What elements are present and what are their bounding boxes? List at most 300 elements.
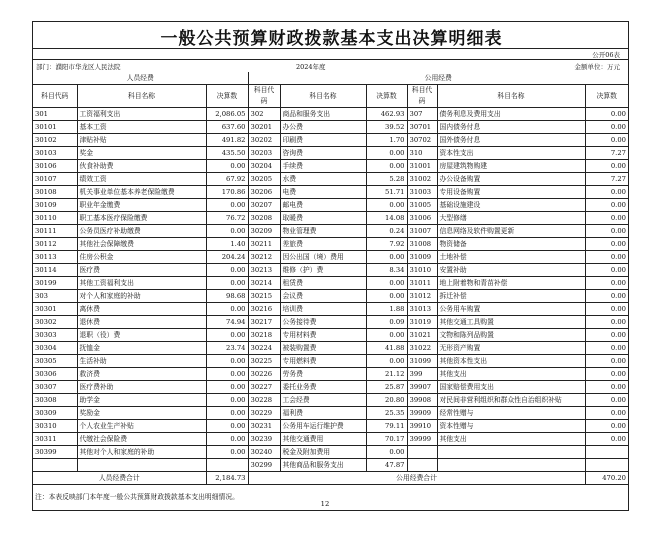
item-name: 其他支出 <box>437 433 585 446</box>
table-row <box>33 446 628 459</box>
item-name: 专用材料费 <box>280 329 366 342</box>
table-row <box>33 433 628 446</box>
item-name: 其他交通工具购置 <box>437 316 585 329</box>
item-name: 其他社会保障缴费 <box>77 238 206 251</box>
item-name: 无形资产购置 <box>437 342 585 355</box>
item-code: 31007 <box>407 225 437 238</box>
item-name: 公务员医疗补助缴费 <box>77 225 206 238</box>
item-code: 310 <box>407 147 437 160</box>
item-amount: 0.00 <box>366 147 407 160</box>
item-code: 399 <box>407 368 437 381</box>
item-name: 房屋建筑物购建 <box>437 160 585 173</box>
item-name: 抚恤金 <box>77 342 206 355</box>
item-amount: 0.00 <box>206 446 248 459</box>
item-name: 住房公积金 <box>77 251 206 264</box>
item-amount: 462.93 <box>366 108 407 121</box>
item-amount: 0.24 <box>366 225 407 238</box>
item-amount: 0.00 <box>206 368 248 381</box>
item-amount: 0.00 <box>585 238 628 251</box>
item-name: 手续费 <box>280 160 366 173</box>
item-name: 代缴社会保险费 <box>77 433 206 446</box>
item-code: 31021 <box>407 329 437 342</box>
item-name: 物资储备 <box>437 238 585 251</box>
meta-divider <box>33 59 628 60</box>
item-code: 31009 <box>407 251 437 264</box>
col-header-amount: 决算数 <box>585 85 628 108</box>
item-name: 专用设备购置 <box>437 186 585 199</box>
item-code: 30303 <box>33 329 77 342</box>
item-amount: 25.35 <box>366 407 407 420</box>
item-name: 培训费 <box>280 303 366 316</box>
item-code: 30204 <box>248 160 280 173</box>
item-code: 30107 <box>33 173 77 186</box>
item-amount: 0.00 <box>585 329 628 342</box>
item-amount: 0.00 <box>366 290 407 303</box>
item-amount: 0.00 <box>366 160 407 173</box>
item-code: 31022 <box>407 342 437 355</box>
item-code: 30307 <box>33 381 77 394</box>
item-code: 31019 <box>407 316 437 329</box>
item-code: 303 <box>33 290 77 303</box>
item-amount: 170.86 <box>206 186 248 199</box>
col-header-code: 科目代码 <box>407 85 437 108</box>
item-amount: 0.00 <box>585 355 628 368</box>
item-code: 30201 <box>248 121 280 134</box>
item-amount: 70.17 <box>366 433 407 446</box>
col-header-name: 科目名称 <box>437 85 585 108</box>
item-name: 工资福利支出 <box>77 108 206 121</box>
item-code: 30308 <box>33 394 77 407</box>
item-code: 30228 <box>248 394 280 407</box>
item-code: 30205 <box>248 173 280 186</box>
item-name: 资本性赠与 <box>437 420 585 433</box>
item-name: 商品和服务支出 <box>280 108 366 121</box>
item-amount: 0.00 <box>366 355 407 368</box>
item-name: 生活补助 <box>77 355 206 368</box>
table-row <box>33 290 628 303</box>
personnel-total-value: 2,184.73 <box>206 472 248 485</box>
item-code: 39908 <box>407 394 437 407</box>
item-name: 委托业务费 <box>280 381 366 394</box>
col-header-name: 科目名称 <box>280 85 366 108</box>
item-code: 30304 <box>33 342 77 355</box>
item-code: 30203 <box>248 147 280 160</box>
table-row <box>33 108 628 121</box>
item-amount: 20.80 <box>366 394 407 407</box>
item-name: 离休费 <box>77 303 206 316</box>
item-amount: 0.00 <box>585 160 628 173</box>
item-amount: 0.00 <box>585 264 628 277</box>
item-amount: 0.00 <box>206 394 248 407</box>
item-amount: 0.00 <box>585 186 628 199</box>
item-amount: 0.00 <box>585 251 628 264</box>
item-name: 其他资本性支出 <box>437 355 585 368</box>
item-name: 公务用车运行维护费 <box>280 420 366 433</box>
item-amount: 14.08 <box>366 212 407 225</box>
item-amount: 0.00 <box>585 342 628 355</box>
item-name: 债务利息及费用支出 <box>437 108 585 121</box>
table-row <box>33 277 628 290</box>
item-amount: 0.00 <box>585 199 628 212</box>
item-name: 被装购置费 <box>280 342 366 355</box>
item-code: 30224 <box>248 342 280 355</box>
item-amount: 5.28 <box>366 173 407 186</box>
item-code: 30211 <box>248 238 280 251</box>
item-code: 30305 <box>33 355 77 368</box>
item-code: 30310 <box>33 420 77 433</box>
item-name: 福利费 <box>280 407 366 420</box>
page-number: 12 <box>320 500 330 508</box>
item-code: 30208 <box>248 212 280 225</box>
item-name: 维修（护）费 <box>280 264 366 277</box>
public-section-header: 公用经费 <box>248 72 628 85</box>
table-row <box>33 329 628 342</box>
table-row <box>33 394 628 407</box>
personnel-total-label: 人员经费合计 <box>33 472 206 485</box>
item-amount: 7.92 <box>366 238 407 251</box>
table-row <box>33 238 628 251</box>
item-code: 39999 <box>407 433 437 446</box>
item-name: 水费 <box>280 173 366 186</box>
item-amount: 0.00 <box>206 407 248 420</box>
item-code: 31001 <box>407 160 437 173</box>
table-row <box>33 160 628 173</box>
table-row <box>33 368 628 381</box>
item-code: 30106 <box>33 160 77 173</box>
item-name: 对民间非营利组织和群众性自治组织补贴 <box>437 394 585 407</box>
item-amount: 2,086.05 <box>206 108 248 121</box>
table-row <box>33 225 628 238</box>
item-name: 税金及附加费用 <box>280 446 366 459</box>
item-code: 39907 <box>407 381 437 394</box>
table-row <box>33 355 628 368</box>
item-amount: 0.00 <box>366 251 407 264</box>
item-amount: 1.40 <box>206 238 248 251</box>
item-name: 公务用车购置 <box>437 303 585 316</box>
col-header-code: 科目代码 <box>33 85 77 108</box>
item-code: 30216 <box>248 303 280 316</box>
item-code: 30213 <box>248 264 280 277</box>
item-name: 办公费 <box>280 121 366 134</box>
item-amount: 25.87 <box>366 381 407 394</box>
item-amount: 0.00 <box>585 225 628 238</box>
item-code: 30702 <box>407 134 437 147</box>
item-amount: 0.00 <box>206 433 248 446</box>
item-name: 印刷费 <box>280 134 366 147</box>
item-amount: 8.34 <box>366 264 407 277</box>
item-code: 31005 <box>407 199 437 212</box>
item-code: 31002 <box>407 173 437 186</box>
item-code: 31099 <box>407 355 437 368</box>
report-page <box>32 21 629 511</box>
item-name: 助学金 <box>77 394 206 407</box>
item-name: 其他对个人和家庭的补助 <box>77 446 206 459</box>
item-amount: 435.50 <box>206 147 248 160</box>
item-code: 31012 <box>407 290 437 303</box>
item-code: 30214 <box>248 277 280 290</box>
item-name: 职工基本医疗保险缴费 <box>77 212 206 225</box>
item-amount: 0.00 <box>206 381 248 394</box>
item-code: 30227 <box>248 381 280 394</box>
item-name: 其他工资福利支出 <box>77 277 206 290</box>
col-header-amount: 决算数 <box>366 85 407 108</box>
item-amount: 7.27 <box>585 173 628 186</box>
item-amount: 0.00 <box>206 199 248 212</box>
item-amount: 0.00 <box>585 277 628 290</box>
item-name: 资本性支出 <box>437 147 585 160</box>
item-code: 30225 <box>248 355 280 368</box>
item-name: 个人农业生产补贴 <box>77 420 206 433</box>
item-code: 30302 <box>33 316 77 329</box>
item-amount: 0.00 <box>366 277 407 290</box>
table-row <box>33 186 628 199</box>
item-code: 30114 <box>33 264 77 277</box>
item-code: 30109 <box>33 199 77 212</box>
item-amount: 0.00 <box>585 433 628 446</box>
item-name: 基本工资 <box>77 121 206 134</box>
item-name: 职业年金缴费 <box>77 199 206 212</box>
item-amount: 39.52 <box>366 121 407 134</box>
table-row <box>33 251 628 264</box>
item-code: 30306 <box>33 368 77 381</box>
item-amount: 0.00 <box>585 134 628 147</box>
item-code: 31006 <box>407 212 437 225</box>
item-code <box>407 459 437 472</box>
item-code: 31010 <box>407 264 437 277</box>
col-header-code: 科目代码 <box>248 85 280 108</box>
fiscal-year: 2024年度 <box>296 63 326 71</box>
item-code: 30301 <box>33 303 77 316</box>
item-code: 30113 <box>33 251 77 264</box>
item-code: 30240 <box>248 446 280 459</box>
item-name: 医疗费补助 <box>77 381 206 394</box>
item-amount: 1.88 <box>366 303 407 316</box>
table-row <box>33 420 628 433</box>
table-row <box>33 264 628 277</box>
item-name: 其他商品和服务支出 <box>280 459 366 472</box>
form-code: 公开06表 <box>592 51 620 59</box>
item-name: 津贴补贴 <box>77 134 206 147</box>
item-name: 其他支出 <box>437 368 585 381</box>
column-header-row <box>33 85 628 108</box>
item-name: 奖金 <box>77 147 206 160</box>
item-amount: 0.00 <box>206 160 248 173</box>
item-amount <box>585 459 628 472</box>
item-code: 30111 <box>33 225 77 238</box>
item-amount: 637.60 <box>206 121 248 134</box>
item-code: 301 <box>33 108 77 121</box>
table-note: 注：本表反映部门本年度一般公共预算财政拨款基本支出明细情况。 <box>35 493 239 501</box>
currency-unit: 金额单位：万元 <box>574 63 620 71</box>
item-code: 39909 <box>407 407 437 420</box>
item-name: 会议费 <box>280 290 366 303</box>
item-amount: 0.00 <box>585 381 628 394</box>
item-amount: 7.27 <box>585 147 628 160</box>
table-row <box>33 459 628 472</box>
item-code: 30701 <box>407 121 437 134</box>
item-amount: 0.00 <box>585 316 628 329</box>
item-amount: 0.09 <box>366 316 407 329</box>
item-name: 经常性赠与 <box>437 407 585 420</box>
item-code: 30199 <box>33 277 77 290</box>
item-name: 退休费 <box>77 316 206 329</box>
item-name: 办公设备购置 <box>437 173 585 186</box>
item-code: 30309 <box>33 407 77 420</box>
item-code <box>407 446 437 459</box>
item-name: 退职（役）费 <box>77 329 206 342</box>
item-name: 电费 <box>280 186 366 199</box>
item-name: 国外债务付息 <box>437 134 585 147</box>
item-name: 救济费 <box>77 368 206 381</box>
item-code: 30101 <box>33 121 77 134</box>
item-name: 信息网络及软件购置更新 <box>437 225 585 238</box>
item-code: 39910 <box>407 420 437 433</box>
item-name: 邮电费 <box>280 199 366 212</box>
report-title: 一般公共预算财政拨款基本支出决算明细表 <box>160 29 503 49</box>
item-amount: 0.00 <box>585 108 628 121</box>
table-row <box>33 212 628 225</box>
item-amount: 0.00 <box>585 121 628 134</box>
item-name: 地上附着物和青苗补偿 <box>437 277 585 290</box>
item-name: 对个人和家庭的补助 <box>77 290 206 303</box>
item-amount: 0.00 <box>585 420 628 433</box>
item-amount: 41.88 <box>366 342 407 355</box>
col-header-amount: 决算数 <box>206 85 248 108</box>
table-row <box>33 121 628 134</box>
item-amount: 491.82 <box>206 134 248 147</box>
item-amount: 67.92 <box>206 173 248 186</box>
item-name: 劳务费 <box>280 368 366 381</box>
table-row <box>33 407 628 420</box>
col-header-name: 科目名称 <box>77 85 206 108</box>
item-name <box>77 459 206 472</box>
table-row <box>33 134 628 147</box>
item-amount <box>206 459 248 472</box>
item-code: 30108 <box>33 186 77 199</box>
item-name: 安置补助 <box>437 264 585 277</box>
item-amount: 0.00 <box>585 368 628 381</box>
item-name: 土地补偿 <box>437 251 585 264</box>
public-total-label: 公用经费合计 <box>248 472 585 485</box>
item-code: 31013 <box>407 303 437 316</box>
department-label: 部门：濮阳市华龙区人民法院 <box>36 63 121 71</box>
table-row <box>33 303 628 316</box>
item-amount: 0.00 <box>206 329 248 342</box>
item-code: 302 <box>248 108 280 121</box>
item-name: 因公出国（境）费用 <box>280 251 366 264</box>
table-row <box>33 381 628 394</box>
item-name: 差旅费 <box>280 238 366 251</box>
item-code: 30110 <box>33 212 77 225</box>
item-name: 物业管理费 <box>280 225 366 238</box>
item-amount: 0.00 <box>366 199 407 212</box>
item-name: 其他交通费用 <box>280 433 366 446</box>
item-name: 机关事业单位基本养老保险缴费 <box>77 186 206 199</box>
item-code: 30207 <box>248 199 280 212</box>
item-code <box>33 459 77 472</box>
item-amount: 0.00 <box>366 329 407 342</box>
item-code: 30112 <box>33 238 77 251</box>
item-code: 30218 <box>248 329 280 342</box>
item-amount <box>585 446 628 459</box>
item-amount: 204.24 <box>206 251 248 264</box>
item-code: 30399 <box>33 446 77 459</box>
item-amount: 76.72 <box>206 212 248 225</box>
table-row <box>33 173 628 186</box>
item-amount: 0.00 <box>206 420 248 433</box>
item-name: 大型修缮 <box>437 212 585 225</box>
item-code: 30299 <box>248 459 280 472</box>
item-name: 医疗费 <box>77 264 206 277</box>
item-name: 工会经费 <box>280 394 366 407</box>
item-name: 伙食补助费 <box>77 160 206 173</box>
item-code: 30229 <box>248 407 280 420</box>
item-name: 咨询费 <box>280 147 366 160</box>
item-name: 取暖费 <box>280 212 366 225</box>
item-code: 30102 <box>33 134 77 147</box>
item-amount: 0.00 <box>585 407 628 420</box>
table-row <box>33 342 628 355</box>
item-code: 31003 <box>407 186 437 199</box>
item-amount: 0.00 <box>585 303 628 316</box>
item-name: 奖励金 <box>77 407 206 420</box>
item-name: 租赁费 <box>280 277 366 290</box>
item-code: 30202 <box>248 134 280 147</box>
item-code: 30217 <box>248 316 280 329</box>
item-code: 30215 <box>248 290 280 303</box>
item-name: 公务接待费 <box>280 316 366 329</box>
totals-row <box>33 472 628 485</box>
public-total-value: 470.20 <box>585 472 628 485</box>
item-code: 30209 <box>248 225 280 238</box>
item-amount: 0.00 <box>206 264 248 277</box>
expenditure-table <box>33 72 628 485</box>
item-name: 拆迁补偿 <box>437 290 585 303</box>
item-amount: 0.00 <box>585 290 628 303</box>
item-amount: 23.74 <box>206 342 248 355</box>
personnel-section-header: 人员经费 <box>33 72 248 85</box>
item-amount: 0.00 <box>366 446 407 459</box>
item-code: 31011 <box>407 277 437 290</box>
item-code: 30206 <box>248 186 280 199</box>
item-amount: 74.94 <box>206 316 248 329</box>
item-code: 30311 <box>33 433 77 446</box>
item-name <box>437 459 585 472</box>
item-name: 国家赔偿费用支出 <box>437 381 585 394</box>
item-amount: 0.00 <box>206 277 248 290</box>
item-amount: 79.11 <box>366 420 407 433</box>
item-name: 绩效工资 <box>77 173 206 186</box>
title-divider <box>33 48 628 49</box>
item-amount: 0.00 <box>585 394 628 407</box>
item-amount: 47.87 <box>366 459 407 472</box>
item-name: 专用燃料费 <box>280 355 366 368</box>
table-row <box>33 316 628 329</box>
item-name: 基础设施建设 <box>437 199 585 212</box>
item-name <box>437 446 585 459</box>
item-amount: 0.00 <box>206 303 248 316</box>
item-code: 30103 <box>33 147 77 160</box>
item-amount: 1.70 <box>366 134 407 147</box>
item-code: 30212 <box>248 251 280 264</box>
item-amount: 0.00 <box>206 355 248 368</box>
table-row <box>33 199 628 212</box>
item-amount: 0.00 <box>585 212 628 225</box>
item-amount: 0.00 <box>206 225 248 238</box>
item-code: 307 <box>407 108 437 121</box>
item-code: 30226 <box>248 368 280 381</box>
item-amount: 51.71 <box>366 186 407 199</box>
